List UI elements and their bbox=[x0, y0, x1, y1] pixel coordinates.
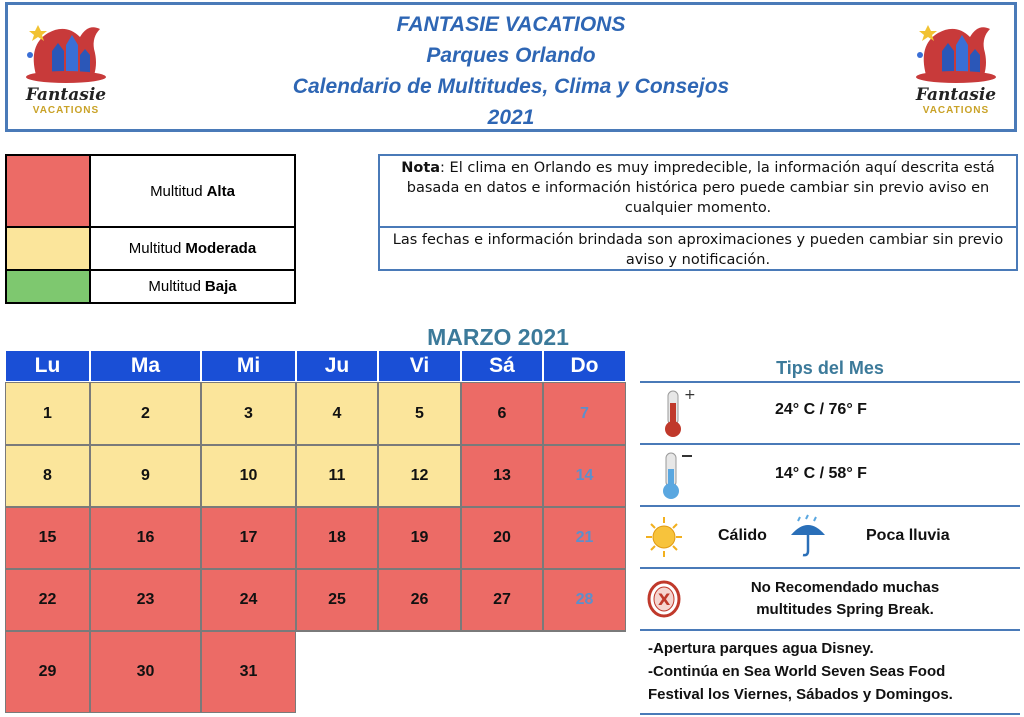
calendar-empty-cell bbox=[296, 631, 378, 713]
legend-row-alta bbox=[7, 156, 294, 228]
calendar-day-cell: 3 bbox=[201, 382, 296, 445]
calendar-day-cell: 14 bbox=[543, 445, 626, 507]
thermometer-hot-icon bbox=[652, 387, 696, 439]
note-label: Nota bbox=[401, 160, 441, 176]
fantasie-logo-right bbox=[908, 15, 1004, 125]
calendar-day-cell: 25 bbox=[296, 569, 378, 631]
extra-tip-2: -Continúa en Sea World Seven Seas Food bbox=[648, 663, 946, 680]
calendar-day-cell: 6 bbox=[461, 382, 543, 445]
low-temp-text: 14° C / 58° F bbox=[775, 465, 867, 482]
calendar-day-cell: 19 bbox=[378, 507, 461, 569]
calendar-day-cell: 30 bbox=[90, 631, 201, 713]
calendar-day-cell: 1 bbox=[5, 382, 90, 445]
company-name: FANTASIE VACATIONS bbox=[396, 13, 626, 36]
calendar-day-cell: 5 bbox=[378, 382, 461, 445]
calendar-day-cell: 22 bbox=[5, 569, 90, 631]
legend-label-alta: Multitud Alta bbox=[150, 182, 235, 200]
weekday-header: Ju bbox=[296, 350, 378, 382]
thermometer-cold-icon bbox=[652, 449, 696, 503]
legend-label-moderada: Multitud Moderada bbox=[128, 240, 257, 257]
legend-label-baja: Multitud Baja bbox=[148, 278, 237, 295]
header-banner bbox=[5, 2, 1017, 132]
svg-text:X: X bbox=[658, 590, 671, 609]
calendar-day-cell: 28 bbox=[543, 569, 626, 631]
logo-brand-text: Fantasie bbox=[915, 85, 997, 105]
calendar-day-cell: 2 bbox=[90, 382, 201, 445]
calendar-day-cell: 29 bbox=[5, 631, 90, 713]
year-title: 2021 bbox=[487, 106, 535, 129]
note-text: : El clima en Orlando es muy impredecible, la información aquí descrita está basada en datos e información histórica pero puede cambiar sin previo aviso en cualquier momento. bbox=[406, 160, 995, 216]
legend-swatch-baja bbox=[7, 271, 91, 302]
calendar-day-cell: 8 bbox=[5, 445, 90, 507]
weekday-header: Vi bbox=[378, 350, 461, 382]
header-titles bbox=[8, 9, 1014, 133]
legend-row-moderada bbox=[7, 228, 294, 271]
weather-note bbox=[380, 156, 1016, 228]
calendar-day-cell: 21 bbox=[543, 507, 626, 569]
calendar-day-cell: 27 bbox=[461, 569, 543, 631]
weather-text: Cálido bbox=[718, 527, 767, 544]
weekday-header: Mi bbox=[201, 350, 296, 382]
tip-low-temp bbox=[640, 445, 1020, 507]
calendar-day-cell: 24 bbox=[201, 569, 296, 631]
calendar-day-cell: 7 bbox=[543, 382, 626, 445]
calendar-empty-cell bbox=[543, 631, 626, 713]
calendar-day-cell: 18 bbox=[296, 507, 378, 569]
umbrella-icon bbox=[788, 513, 828, 559]
logo-sub-text: VACATIONS bbox=[922, 105, 990, 116]
weekday-header: Sá bbox=[461, 350, 543, 382]
tip-not-recommended bbox=[640, 569, 1020, 631]
calendar-day-cell: 17 bbox=[201, 507, 296, 569]
calendar-day-cell: 26 bbox=[378, 569, 461, 631]
high-temp-text: 24° C / 76° F bbox=[775, 401, 867, 418]
calendar-day-cell: 11 bbox=[296, 445, 378, 507]
calendar-day-cell: 12 bbox=[378, 445, 461, 507]
weekday-header: Do bbox=[543, 350, 626, 382]
tip-extra bbox=[640, 631, 1020, 715]
calendar-day-cell: 20 bbox=[461, 507, 543, 569]
tip-high-temp bbox=[640, 383, 1020, 445]
logo-brand-text: Fantasie bbox=[25, 85, 107, 105]
legend-swatch-moderada bbox=[7, 228, 91, 269]
legend-row-baja bbox=[7, 271, 294, 302]
not-recommended-text: No Recomendado muchas multitudes Spring Break. bbox=[750, 579, 940, 618]
extra-tip-3: Festival los Viernes, Sábados y Domingos. bbox=[648, 686, 953, 703]
weekday-header: Lu bbox=[5, 350, 90, 382]
rain-text: Poca lluvia bbox=[866, 527, 950, 544]
extra-tip-1: -Apertura parques agua Disney. bbox=[648, 640, 874, 657]
svg-text:+: + bbox=[684, 387, 696, 403]
disclaimer-note: Las fechas e información brindada son aproximaciones y pueden cambiar sin previo aviso y notificación. bbox=[392, 232, 1004, 268]
weekday-header: Ma bbox=[90, 350, 201, 382]
calendar-empty-cell bbox=[378, 631, 461, 713]
notes-box bbox=[378, 154, 1018, 271]
tips-title: Tips del Mes bbox=[776, 358, 884, 378]
calendar-title: Calendario de Multitudes, Clima y Consejos bbox=[292, 75, 730, 98]
parks-title: Parques Orlando bbox=[426, 44, 596, 67]
calendar-day-cell: 9 bbox=[90, 445, 201, 507]
castle-hat-icon bbox=[908, 15, 1004, 85]
calendar-day-cell: 13 bbox=[461, 445, 543, 507]
crowd-legend bbox=[5, 154, 296, 304]
month-title: MARZO 2021 bbox=[427, 324, 569, 350]
calendar-day-cell: 31 bbox=[201, 631, 296, 713]
logo-sub-text: VACATIONS bbox=[32, 105, 100, 116]
sun-icon bbox=[644, 515, 684, 559]
calendar-day-cell: 16 bbox=[90, 507, 201, 569]
calendar-day-cell: 15 bbox=[5, 507, 90, 569]
legend-swatch-alta bbox=[7, 156, 91, 226]
calendar-empty-cell bbox=[461, 631, 543, 713]
extra-tips-text bbox=[648, 637, 953, 706]
calendar-day-cell: 23 bbox=[90, 569, 201, 631]
calendar-day-cell: 4 bbox=[296, 382, 378, 445]
tip-weather bbox=[640, 507, 1020, 569]
calendar-day-cell: 10 bbox=[201, 445, 296, 507]
